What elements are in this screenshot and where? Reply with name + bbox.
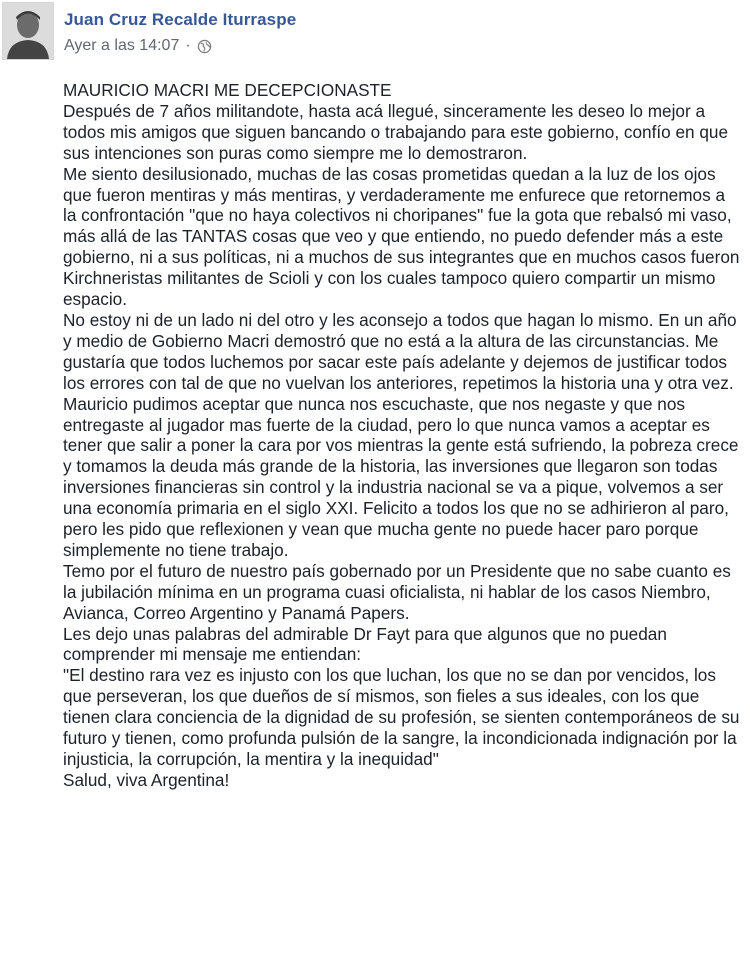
globe-icon[interactable] (197, 39, 212, 54)
meta-separator: · (185, 37, 191, 54)
post-quote: "El destino rara vez es injusto con los que luchan, los que no se dan por vencidos, los que perseveran, los que dueños de sí mismos, son fieles a sus ideales, con los que tienen clara conciencia de la dignidad de su profesión, se sienten contemporáneos de su futuro y tienen, como profunda pulsión de la sangre, la incondicionada indignación por la injusticia, la corrupción, la mentira y la inequidad" (63, 665, 740, 769)
post-body (63, 80, 743, 791)
post-paragraph: Después de 7 años militandote, hasta acá llegué, sinceramente les deseo lo mejor a todos mis amigos que siguen bancando o trabajando para este gobierno, confío en que sus intenciones son puras como siempre me lo demostraron. (63, 100, 729, 163)
post-paragraph: Les dejo unas palabras del admirable Dr Fayt para que algunos que no puedan comprender mi mensaje me entiendan: (63, 623, 667, 665)
post-closing: Salud, viva Argentina! (63, 769, 230, 790)
avatar[interactable] (2, 2, 54, 60)
post-paragraph: No estoy ni de un lado ni del otro y les aconsejo a todos que hagan lo mismo. En un año y medio de Gobierno Macri demostró que no está a la altura de las circunstancias. Me gustaría que todos luchemos por sacar este país adelante y dejemos de justificar todos los errores con tal de que no vuelvan los anteriores, repetimos la historia una y otra vez. (63, 309, 737, 393)
post-paragraph: Mauricio pudimos aceptar que nunca nos escuchaste, que nos negaste y que nos entregaste al jugador mas fuerte de la ciudad, pero lo que nunca vamos a aceptar es tener que salir a poner la cara por vos mientras la gente está sufriendo, la pobreza crece y tomamos la deuda más grande de la historia, las inversiones que llegaron son todas inversiones financieras sin control y la industria nacional se va a pique, volvemos a ser una economía primaria en el siglo XXI. Felicito a todos los que no se adhirieron al paro, pero les pido que reflexionen y vean que mucha gente no puede hacer paro porque simplemente no tiene trabajo. (63, 393, 739, 560)
author-name[interactable]: Juan Cruz Recalde Iturraspe (64, 10, 297, 29)
post-timestamp[interactable]: Ayer a las 14:07 (64, 37, 180, 54)
post-paragraph: Temo por el futuro de nuestro país gobernado por un Presidente que no sabe cuanto es la jubilación mínima en un programa cuasi oficialista, ni hablar de los casos Niembro, Avianca, Correo Argentino y Panamá Papers. (63, 560, 731, 623)
post-meta (64, 37, 212, 55)
post-title-line: MAURICIO MACRI ME DECEPCIONASTE (63, 80, 392, 100)
post-paragraph: Me siento desilusionado, muchas de las cosas prometidas quedan a la luz de los ojos que fueron mentiras y más mentiras, y verdaderamente me enfurece que retornemos a la confrontación "que no haya colectivos ni choripanes" fue la gota que rebalsó mi vaso, más allá de las TANTAS cosas que veo y que entiendo, no puedo defender más a este gobierno, ni a sus políticas, ni a muchos de sus integrantes que en muchos casos fueron Kirchneristas militantes de Scioli y con los cuales tampoco quiero compartir un mismo espacio. (63, 163, 740, 310)
avatar-photo-icon (3, 3, 53, 59)
post-header (0, 0, 750, 72)
